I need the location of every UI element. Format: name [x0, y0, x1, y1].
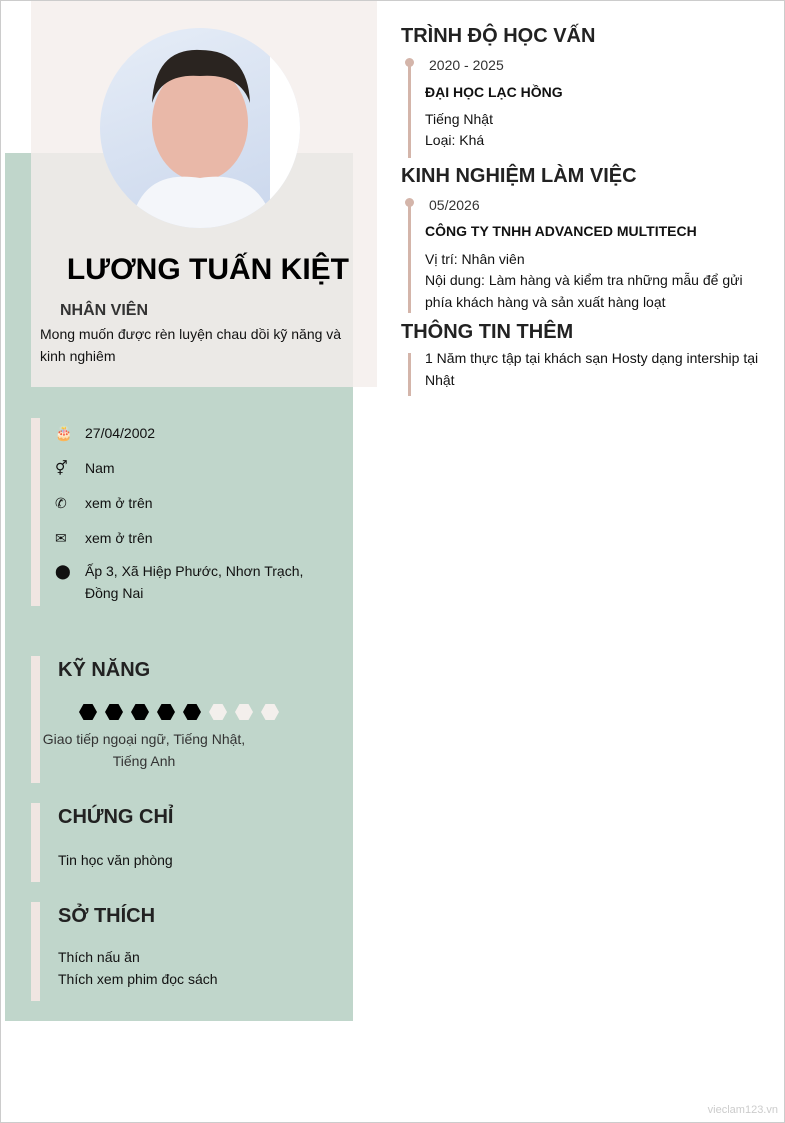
full-name: LƯƠNG TUẤN KIỆT [66, 253, 349, 286]
rating-hex-empty [235, 704, 253, 720]
timeline-line [408, 353, 411, 396]
phone-icon: ✆ [55, 495, 67, 511]
contact-bar [31, 418, 40, 606]
company-name: CÔNG TY TNHH ADVANCED MULTITECH [425, 223, 697, 239]
phone-value: xem ở trên [85, 495, 153, 511]
contact-phone [55, 492, 335, 514]
hobby-item: Thích xem phim đọc sách [58, 971, 218, 987]
gender-value: Nam [85, 460, 115, 476]
rating-hex-empty [209, 704, 227, 720]
career-objective: Mong muốn được rèn luyện chau dồi kỹ năng và kinh nghiêm [40, 326, 342, 364]
extra-heading: THÔNG TIN THÊM [401, 321, 574, 343]
location-icon: ⬤ [55, 563, 71, 579]
contact-birthday [55, 422, 335, 444]
rating-hex-filled [131, 704, 149, 720]
email-icon: ✉ [55, 530, 67, 546]
certificate-item: Tin học văn phòng [58, 852, 173, 868]
email-value: xem ở trên [85, 530, 153, 546]
rating-hex-filled [157, 704, 175, 720]
gender-icon: ⚥ [55, 460, 68, 476]
job-title: NHÂN VIÊN [60, 302, 149, 319]
address-value: Ấp 3, Xã Hiệp Phước, Nhơn Trạch, Đồng Nai [85, 563, 304, 601]
education-detail: Tiếng Nhật [425, 111, 493, 127]
experience-period: 05/2026 [429, 197, 480, 213]
extra-text: 1 Năm thực tập tại khách sạn Hosty dạng intership tại Nhật [425, 350, 759, 388]
birthday-cake-icon: 🎂 [55, 425, 73, 441]
hobbies-bar [31, 902, 40, 1001]
timeline-dot [405, 58, 414, 67]
watermark: vieclam123.vn [707, 1104, 778, 1116]
timeline-line [408, 61, 411, 158]
timeline-line [408, 201, 411, 313]
experience-detail: Vị trí: Nhân viên [425, 251, 525, 267]
experience-heading: KINH NGHIỆM LÀM VIỆC [401, 165, 637, 187]
rating-hex-empty [261, 704, 279, 720]
education-heading: TRÌNH ĐỘ HỌC VẤN [401, 25, 596, 47]
avatar [100, 28, 300, 228]
hobbies-heading: SỞ THÍCH [58, 905, 156, 927]
certificates-bar [31, 803, 40, 882]
birthday-value: 27/04/2002 [85, 425, 156, 441]
rating-hex-filled [183, 704, 201, 720]
contact-gender [55, 457, 335, 479]
skills-heading: KỸ NĂNG [58, 659, 151, 681]
rating-hex-filled [79, 704, 97, 720]
school-name: ĐẠI HỌC LẠC HỒNG [425, 84, 563, 100]
certificates-heading: CHỨNG CHỈ [58, 806, 174, 828]
education-detail: Loại: Khá [425, 132, 485, 148]
timeline-dot [405, 198, 414, 207]
contact-email [55, 527, 335, 549]
skill-rating [79, 704, 287, 725]
rating-hex-filled [105, 704, 123, 720]
hobby-item: Thích nấu ăn [58, 949, 140, 965]
skill-name: Giao tiếp ngoại ngữ, Tiếng Nhật, Tiếng Anh [42, 731, 246, 769]
education-period: 2020 - 2025 [429, 57, 504, 73]
experience-detail: Nội dung: Làm hàng và kiểm tra những mẫu để gửi phía khách hàng và sản xuất hàng loạt [425, 272, 743, 310]
contact-address [55, 560, 325, 604]
